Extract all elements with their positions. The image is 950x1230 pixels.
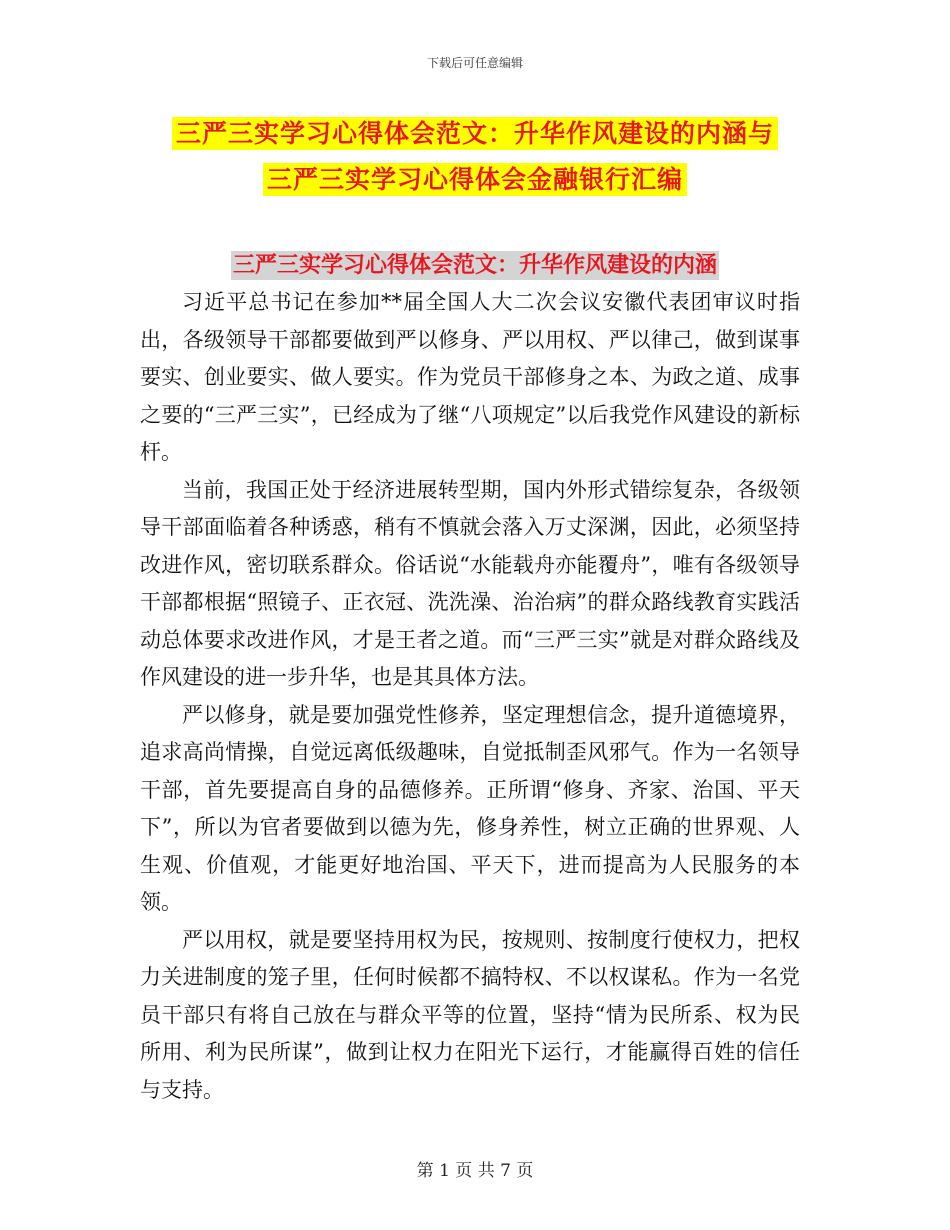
title-line-2-text: 三严三实学习心得体会金融银行汇编 [263, 163, 687, 196]
document-title-line-1 [0, 114, 950, 150]
page-header-note: 下载后可任意编辑 [426, 56, 523, 70]
paragraph: 严以修身，就是要加强党性修养，坚定理想信念，提升道德境界，追求高尚情操，自觉远离低级趣味，自觉抵制歪风邪气。作为一名领导干部，首先要提高自身的品德修养。正所谓“修身、齐家、治国、平天下”，所以为官者要做到以德为先，修身养性，树立正确的世界观、人生观、价值观，才能更好地治国、平天下，进而提高为人民服务的本领。 [140, 702, 800, 914]
document-title-line-2 [0, 160, 950, 196]
paragraph: 习近平总书记在参加**届全国人大二次会议安徽代表团审议时指出，各级领导干部都要做到严以修身、严以用权、严以律己，做到谋事要实、创业要实、做人要实。作为党员干部修身之本、为政之道、成事之要的“三严三实”，已经成为了继“八项规定”以后我党作风建设的新标杆。 [140, 290, 800, 464]
page-number-footer: 第 1 页 共 7 页 [416, 1161, 534, 1181]
section-heading-text: 三严三实学习心得体会范文：升华作风建设的内涵 [232, 253, 717, 278]
section-heading [0, 248, 950, 279]
title-line-1-text: 三严三实学习心得体会范文：升华作风建设的内涵与 [172, 117, 778, 150]
paragraph: 当前，我国正处于经济进展转型期，国内外形式错综复杂，各级领导干部面临着各种诱惑，稍有不慎就会落入万丈深渊，因此，必须坚持改进作风，密切联系群众。俗话说“水能载舟亦能覆舟”，唯有各级领导干部都根据“照镜子、正衣冠、洗洗澡、治治病”的群众路线教育实践活动总体要求改进作风，才是王者之道。而“三严三实”就是对群众路线及作风建设的进一步升华，也是其具体方法。 [140, 477, 800, 689]
paragraph: 严以用权，就是要坚持用权为民，按规则、按制度行使权力，把权力关进制度的笼子里，任何时候都不搞特权、不以权谋私。作为一名党员干部只有将自己放在与群众平等的位置，坚持“情为民所系、权为民所用、利为民所谋”，做到让权力在阳光下运行，才能赢得百姓的信任与支持。 [140, 927, 800, 1102]
document-body [140, 284, 800, 1109]
